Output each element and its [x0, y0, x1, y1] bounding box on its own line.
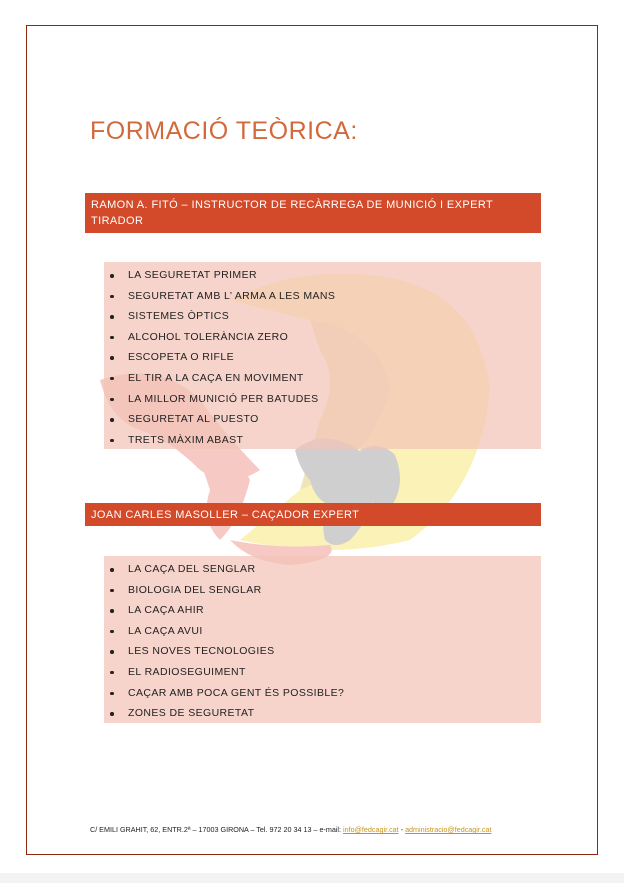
topic-list-ramon-fito	[104, 262, 541, 449]
section-header-ramon-fito: RAMON A. FITÓ – INSTRUCTOR DE RECÀRREGA DE MUNICIÓ I EXPERT TIRADOR	[85, 193, 541, 233]
footer-separator: -	[398, 825, 406, 834]
list-item: ESCOPETA O RIFLE	[104, 347, 541, 368]
list-item: LA MILLOR MUNICIÓ PER BATUDES	[104, 389, 541, 410]
list-item: LA CAÇA AVUI	[104, 621, 541, 642]
list-item: CAÇAR AMB POCA GENT ÉS POSSIBLE?	[104, 683, 541, 704]
email-link-info[interactable]: info@fedcagir.cat	[343, 825, 399, 834]
section-header-joan-carles-masoller: JOAN CARLES MASOLLER – CAÇADOR EXPERT	[85, 503, 541, 526]
footer-contact	[90, 825, 491, 834]
list-item: SEGURETAT AMB L’ ARMA A LES MANS	[104, 286, 541, 307]
page-bottom-edge	[0, 873, 624, 883]
list-item: LA CAÇA AHIR	[104, 600, 541, 621]
list-item: ZONES DE SEGURETAT	[104, 703, 541, 724]
list-item: LA CAÇA DEL SENGLAR	[104, 559, 541, 580]
list-item: BIOLOGIA DEL SENGLAR	[104, 580, 541, 601]
footer-address: C/ EMILI GRAHIT, 62, ENTR.2ª – 17003 GIRONA – Tel. 972 20 34 13 – e-mail:	[90, 825, 344, 834]
list-item: TRETS MÀXIM ABAST	[104, 430, 541, 451]
list-item: ALCOHOL TOLERÀNCIA ZERO	[104, 327, 541, 348]
list-item: LA SEGURETAT PRIMER	[104, 265, 541, 286]
list-item: SISTEMES ÒPTICS	[104, 306, 541, 327]
page-title: FORMACIÓ TEÒRICA:	[90, 116, 358, 145]
list-item: SEGURETAT AL PUESTO	[104, 409, 541, 430]
list-item: EL RADIOSEGUIMENT	[104, 662, 541, 683]
email-link-administracio[interactable]: administracio@fedcagir.cat	[405, 825, 492, 834]
topic-list-joan-carles-masoller	[104, 556, 541, 723]
list-item: EL TIR A LA CAÇA EN MOVIMENT	[104, 368, 541, 389]
list-item: LES NOVES TECNOLOGIES	[104, 641, 541, 662]
